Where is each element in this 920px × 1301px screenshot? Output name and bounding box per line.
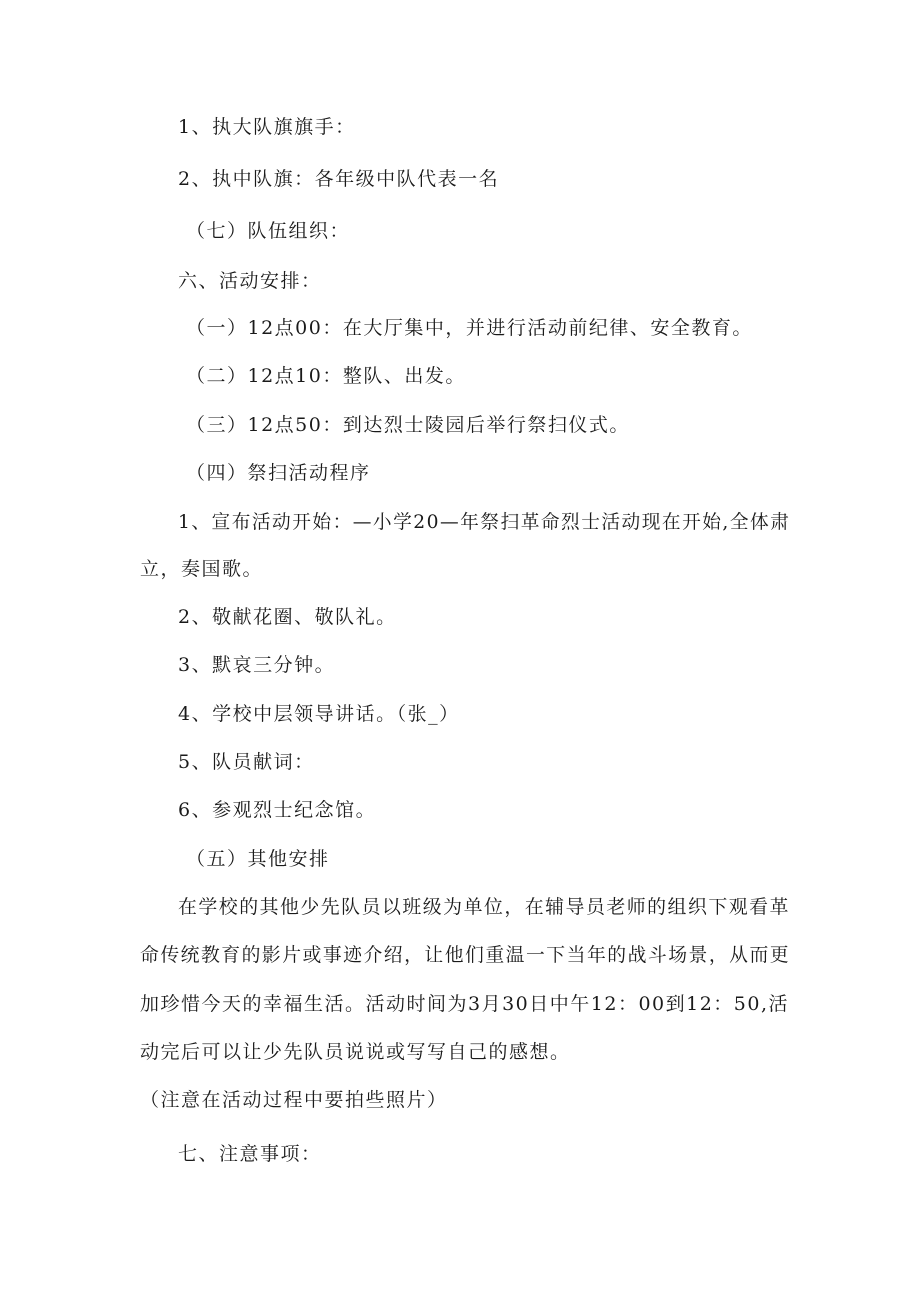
line-procedure-heading: （四）祭扫活动程序: [186, 462, 371, 484]
line-schedule-3: （三）12点50：到达烈士陵园后举行祭扫仪式。: [186, 414, 630, 436]
section-heading-precautions: 七、注意事项：: [178, 1143, 322, 1165]
line-procedure-3: 3、默哀三分钟。: [178, 654, 336, 676]
line-procedure-6: 6、参观烈士纪念馆。: [178, 799, 377, 821]
paragraph-line-3: 加珍惜今天的幸福生活。活动时间为3月30日中午12：00到12：50,活: [140, 993, 790, 1015]
line-procedure-1b: 立，奏国歌。: [140, 558, 264, 580]
note-take-photos: （注意在活动过程中要拍些照片）: [140, 1089, 448, 1111]
line-procedure-1a: 1、宣布活动开始：—小学20—年祭扫革命烈士活动现在开始,全体肃: [178, 511, 791, 533]
line-procedure-5: 5、队员献词：: [178, 751, 315, 773]
section-heading-activity-schedule: 六、活动安排：: [178, 270, 322, 292]
paragraph-line-4: 动完后可以让少先队员说说或写写自己的感想。: [140, 1041, 571, 1063]
line-squad-flag: 2、执中队旗：各年级中队代表一名: [178, 168, 500, 190]
line-procedure-4: 4、学校中层领导讲话。（张_）: [178, 703, 460, 725]
paragraph-line-1: 在学校的其他少先队员以班级为单位，在辅导员老师的组织下观看革: [178, 896, 790, 918]
paragraph-line-2: 命传统教育的影片或事迹介绍，让他们重温一下当年的战斗场景，从而更: [140, 944, 791, 966]
line-team-organization: （七）队伍组织：: [186, 220, 351, 242]
line-schedule-2: （二）12点10：整队、出发。: [186, 365, 466, 387]
line-flag-bearer: 1、执大队旗旗手：: [178, 116, 356, 138]
line-other-arrangements: （五）其他安排: [186, 848, 330, 870]
line-schedule-1: （一）12点00：在大厅集中，并进行活动前纪律、安全教育。: [186, 317, 753, 339]
line-procedure-2: 2、敬献花圈、敬队礼。: [178, 606, 397, 628]
